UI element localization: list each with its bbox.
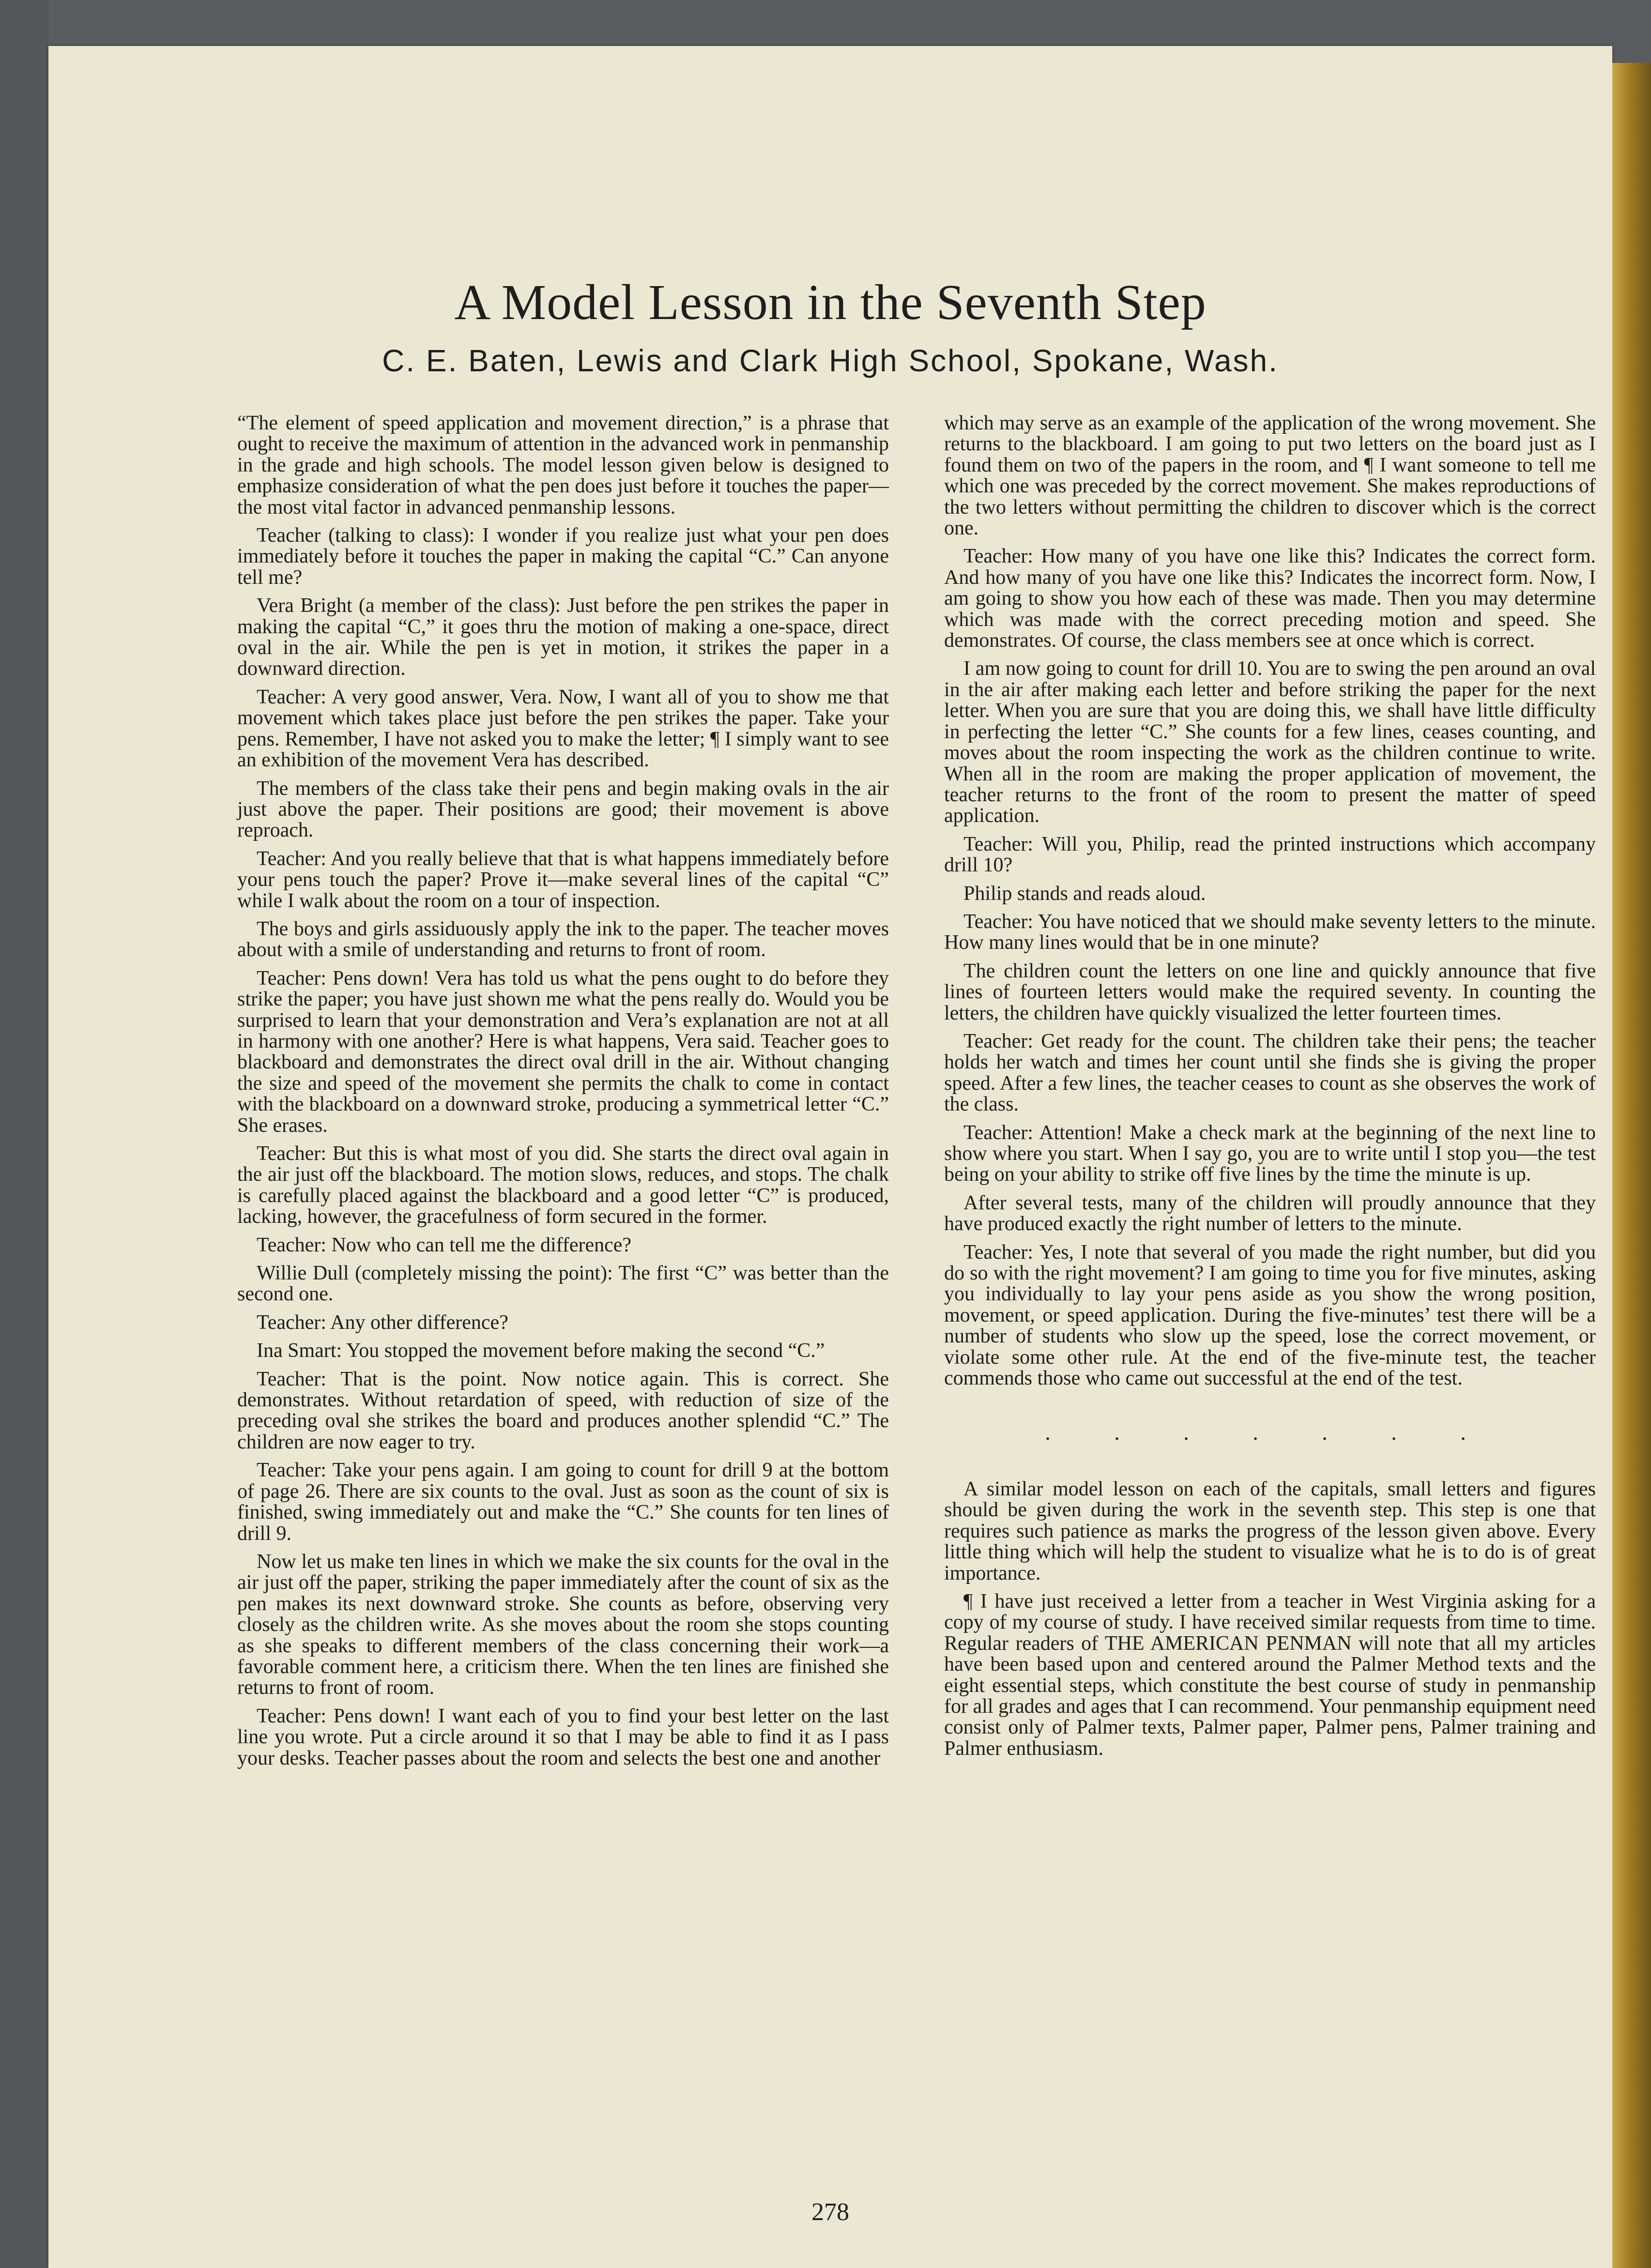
paragraph: ¶ I have just received a letter from a teacher in West Virginia asking for a copy of my course of study. I have received similar requests from time to time. Regular readers of THE AMERICAN PENMAN will note that all my articles have been based upon and centered around the Palmer Method texts and the eight essential steps, which constitute the best course of study in penmanship for all grades and ages that I can recommend. Your penmanship equipment need consist only of Palmer texts, Palmer paper, Palmer pens, Palmer training and Palmer enthusiasm. — [944, 1590, 1596, 1760]
paragraph: Ina Smart: You stopped the movement before making the second “C.” — [257, 1339, 825, 1362]
paragraph: Teacher: Pens down! I want each of you to find your best letter on the last line you wrote. Put a circle around it so that I may be able to find it as I pass your desks. Teacher passes about the room and selects the best one and another — [237, 1705, 889, 1769]
paragraph: Teacher: But this is what most of you did. She starts the direct oval again in the air just off the blackboard. The motion slows, reduces, and stops. The chalk is carefully placed against the blackboard and a good letter “C” is produced, lacking, however, the gracefulness of form secured in the former. — [237, 1142, 889, 1228]
paragraph: Teacher: How many of you have one like this? Indicates the correct form. And how many of you have one like this? Indicates the incorrect form. Now, I am going to show you how each of these was made. Then you may determine which was made with the correct preceding motion and speed. She demonstrates. Of course, the class members see at once which is correct. — [944, 545, 1596, 652]
paragraph: After several tests, many of the children will proudly announce that they have produced exactly the right number of letters to the minute. — [944, 1191, 1596, 1235]
paragraph: Teacher: You have noticed that we should make seventy letters to the minute. How many lines would that be in one minute? — [944, 910, 1596, 954]
paragraph: Teacher: Will you, Philip, read the printed instructions which accompany drill 10? — [944, 833, 1596, 877]
paragraph: which may serve as an example of the application of the wrong movement. She returns to the blackboard. I am going to put two letters on the board just as I found them on two of the papers in the room, and ¶ I want someone to tell me which one was preceded by the correct movement. She makes reproductions of the two letters without permitting the children to discover which is the correct one. — [944, 412, 1596, 540]
scanner-background — [0, 0, 48, 2268]
paragraph: Teacher: Take your pens again. I am going to count for drill 9 at the bottom of page 26. There are six counts to the oval. Just as soon as the count of six is finished, swing immediately out and make the “C.” She counts for ten lines of drill 9. — [237, 1459, 889, 1545]
section-separator: . . . . . . . — [1045, 1420, 1495, 1445]
article-byline: C. E. Baten, Lewis and Clark High School, Spokane, Wash. — [382, 343, 1279, 378]
left-column — [237, 413, 889, 1776]
paragraph: Teacher: Now who can tell me the difference? — [257, 1233, 632, 1256]
paragraph: Willie Dull (completely missing the point): The first “C” was better than the second one. — [237, 1262, 889, 1306]
page-edge — [1612, 63, 1651, 2268]
paragraph: Vera Bright (a member of the class): Just before the pen strikes the paper in making the capital “C,” it goes thru the motion of making a one-space, direct oval in the air. While the pen is yet in motion, it strikes the paper in a downward direction. — [237, 594, 889, 680]
paragraph: Teacher: Pens down! Vera has told us what the pens ought to do before they strike the paper; you have just shown me what the pens really do. Would you be surprised to learn that your demonstration and Vera’s explanation are not at all in harmony with one another? Here is what happens, Vera said. Teacher goes to blackboard and demonstrates the direct oval drill in the air. Without changing the size and speed of the movement she permits the chalk to come in contact with the blackboard on a downward stroke, producing a symmetrical letter “C.” She erases. — [237, 967, 889, 1137]
paragraph: The members of the class take their pens and begin making ovals in the air just above the paper. Their positions are good; their movement is above reproach. — [237, 777, 889, 842]
paragraph: Teacher: Get ready for the count. The children take their pens; the teacher holds her watch and times her count until she finds she is giving the proper speed. After a few lines, the teacher ceases to count as she observes the work of the class. — [944, 1030, 1596, 1116]
paragraph: Teacher: Any other difference? — [257, 1311, 508, 1334]
book-page — [48, 46, 1612, 2268]
paragraph: Philip stands and reads aloud. — [963, 882, 1206, 905]
paragraph: Teacher: Attention! Make a check mark at the beginning of the next line to show where you start. When I say go, you are to write until I stop you—the test being on your ability to strike off five lines by the time the minute is up. — [944, 1121, 1596, 1186]
paragraph: “The element of speed application and movement direction,” is a phrase that ought to receive the maximum of attention in the advanced work in penmanship in the grade and high schools. The model lesson given below is designed to emphasize consideration of what the pen does just before it touches the paper—the most vital factor in advanced penmanship lessons. — [237, 412, 889, 518]
page-number: 278 — [811, 2198, 849, 2226]
article-header — [48, 274, 1612, 380]
paragraph: Teacher: A very good answer, Vera. Now, I want all of you to show me that movement which takes place just before the pen strikes the paper. Take your pens. Remember, I have not asked you to make the letter; ¶ I simply want to see an exhibition of the movement Vera has described. — [237, 685, 889, 772]
paragraph: Teacher: Yes, I note that several of you made the right number, but did you do so with the right movement? I am going to time you for five minutes, asking you individually to lay your pens aside as you show the wrong position, movement, or speed application. During the five-minutes’ test there will be a number of students who slow up the speed, lose the correct movement, or violate some other rule. At the end of the five-minute test, the teacher commends those who came out successful at the end of the test. — [944, 1241, 1596, 1390]
paragraph: Teacher (talking to class): I wonder if you realize just what your pen does immediately before it touches the paper in making the capital “C.” Can anyone tell me? — [237, 524, 889, 589]
right-column — [944, 413, 1596, 1766]
paragraph: A similar model lesson on each of the capitals, small letters and figures should be given during the work in the seventh step. This step is one that requires such patience as marks the progress of the lesson given above. Every little thing which will help the student to visualize what he is to do is of great importance. — [944, 1477, 1596, 1584]
paragraph: Now let us make ten lines in which we make the six counts for the oval in the air just off the paper, striking the paper immediately after the count of six as the pen makes its next downward stroke. She counts as before, observing very closely as the children write. As she moves about the room she stops counting as she speaks to different members of the class concerning their work—a favorable comment here, a criticism there. When the ten lines are finished she returns to front of room. — [237, 1550, 889, 1699]
paragraph: Teacher: That is the point. Now notice again. This is correct. She demonstrates. Without retardation of speed, with reduction of size of the preceding oval she strikes the board and produces another splendid “C.” The children are now eager to try. — [237, 1368, 889, 1453]
paragraph: I am now going to count for drill 10. You are to swing the pen around an oval in the air after making each letter and before striking the paper for the next letter. When you are sure that you are doing this, we shall have little difficulty in perfecting the letter “C.” She counts for a few lines, ceases counting, and moves about the room inspecting the work as the children continue to write. When all in the room are making the proper application of movement, the teacher returns to the front of the room to present the matter of speed application. — [944, 657, 1596, 827]
paragraph: Teacher: And you really believe that that is what happens immediately before your pens touch the paper? Prove it—make several lines of the capital “C” while I walk about the room on a tour of inspection. — [237, 847, 889, 912]
paragraph: The children count the letters on one line and quickly announce that five lines of fourteen letters would make the required seventy. In counting the letters, the children have quickly visualized the letter fourteen times. — [944, 959, 1596, 1024]
paragraph: The boys and girls assiduously apply the ink to the paper. The teacher moves about with a smile of understanding and returns to front of room. — [237, 917, 889, 961]
article-title: A Model Lesson in the Seventh Step — [454, 274, 1207, 330]
